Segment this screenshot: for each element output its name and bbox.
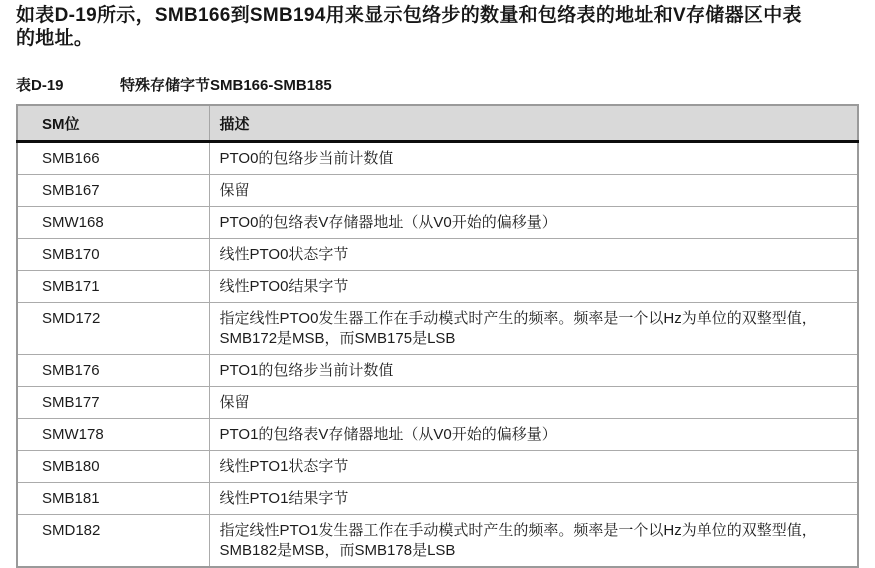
sm-cell: SMB166 — [17, 142, 209, 175]
table-row — [17, 303, 858, 355]
table-row — [17, 387, 858, 419]
sm-bytes-table — [16, 104, 859, 568]
table-row — [17, 483, 858, 515]
sm-cell: SMW168 — [17, 207, 209, 239]
desc-cell: 线性PTO1状态字节 — [209, 451, 858, 483]
table-row — [17, 142, 858, 175]
table-caption — [16, 74, 859, 95]
desc-cell: 指定线性PTO1发生器工作在手动模式时产生的频率。频率是一个以Hz为单位的双整型值，SMB182是MSB，而SMB178是LSB — [209, 515, 858, 568]
sm-cell: SMB177 — [17, 387, 209, 419]
desc-cell: 线性PTO0状态字节 — [209, 239, 858, 271]
sm-cell: SMB171 — [17, 271, 209, 303]
desc-cell: 保留 — [209, 387, 858, 419]
sm-cell: SMB176 — [17, 355, 209, 387]
table-row — [17, 175, 858, 207]
table-body — [17, 142, 858, 568]
sm-cell: SMB181 — [17, 483, 209, 515]
header-row — [17, 105, 858, 142]
sm-cell: SMD172 — [17, 303, 209, 355]
sm-cell: SMW178 — [17, 419, 209, 451]
desc-cell: PTO0的包络表V存储器地址（从V0开始的偏移量） — [209, 207, 858, 239]
desc-cell: PTO1的包络步当前计数值 — [209, 355, 858, 387]
table-header — [17, 105, 858, 142]
desc-cell: 线性PTO0结果字节 — [209, 271, 858, 303]
desc-cell: 指定线性PTO0发生器工作在手动模式时产生的频率。频率是一个以Hz为单位的双整型值，SMB172是MSB，而SMB175是LSB — [209, 303, 858, 355]
table-row — [17, 271, 858, 303]
header-cell-sm: SM位 — [17, 105, 209, 142]
sm-cell: SMB180 — [17, 451, 209, 483]
desc-cell: 保留 — [209, 175, 858, 207]
table-row — [17, 451, 858, 483]
desc-cell: 线性PTO1结果字节 — [209, 483, 858, 515]
table-row — [17, 207, 858, 239]
table-row — [17, 355, 858, 387]
desc-cell: PTO0的包络步当前计数值 — [209, 142, 858, 175]
header-cell-desc: 描述 — [209, 105, 858, 142]
intro-paragraph: 如表D-19所示，SMB166到SMB194用来显示包络步的数量和包络表的地址和V存储器区中表的地址。 — [16, 5, 802, 49]
sm-cell: SMB167 — [17, 175, 209, 207]
sm-cell: SMB170 — [17, 239, 209, 271]
table-row — [17, 239, 858, 271]
desc-cell: PTO1的包络表V存储器地址（从V0开始的偏移量） — [209, 419, 858, 451]
table-row — [17, 515, 858, 568]
caption-label: 表D-19 — [16, 77, 64, 94]
sm-cell: SMD182 — [17, 515, 209, 568]
caption-title: 特殊存储字节SMB166-SMB185 — [120, 77, 332, 94]
table-row — [17, 419, 858, 451]
